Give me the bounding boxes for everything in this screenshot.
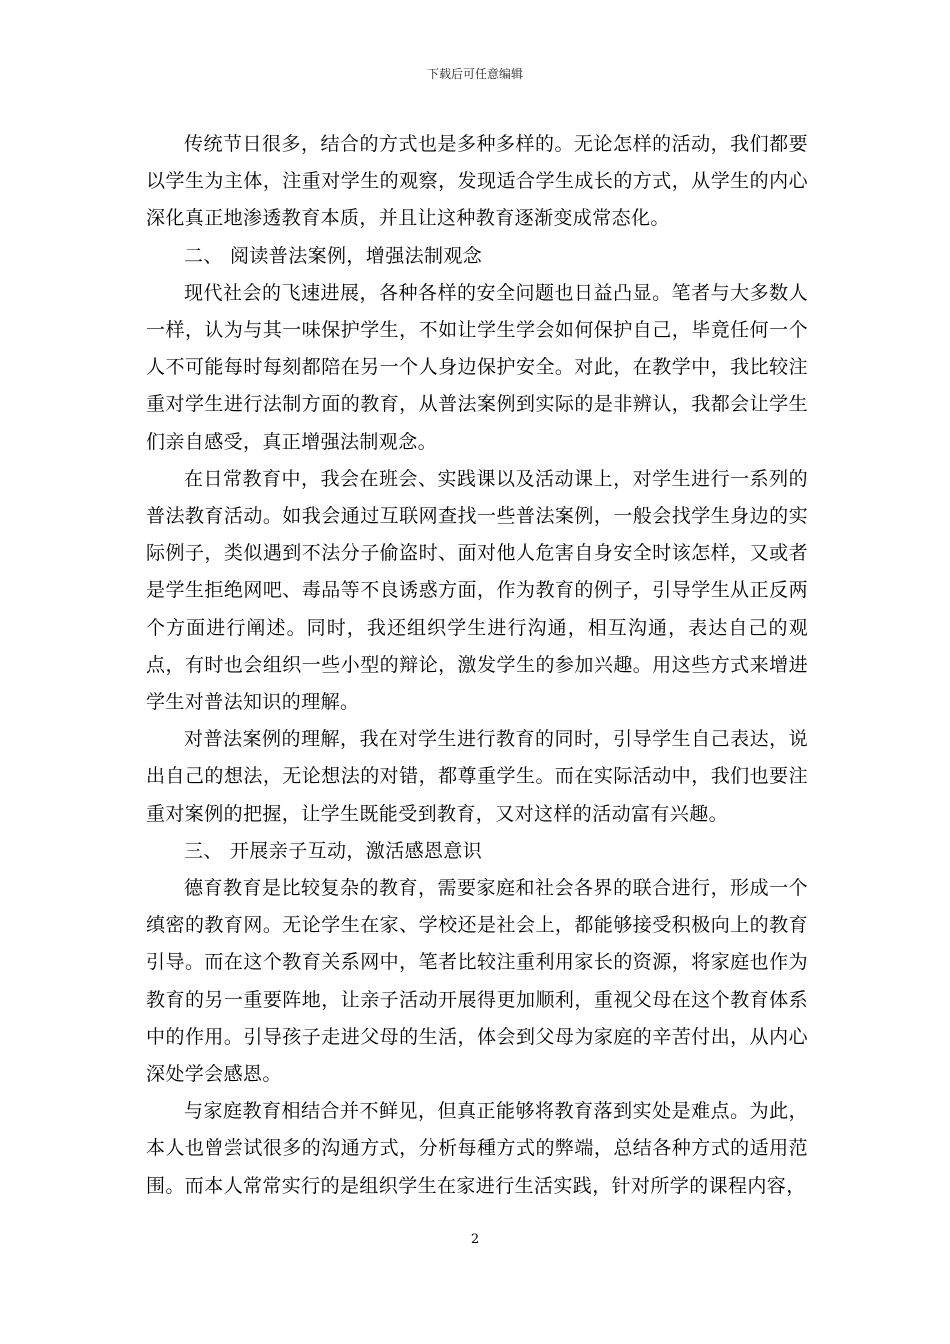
section-heading bbox=[146, 238, 808, 275]
document-body bbox=[146, 126, 808, 1205]
page-number: 2 bbox=[470, 1232, 480, 1247]
paragraph: 德育教育是比较复杂的教育，需要家庭和社会各界的联合进行，形成一个缜密的教育网。无论学生在家、学校还是社会上，都能够接受积极向上的教育引导。而在这个教育关系网中，笔者比较注重利用家长的资源，将家庭也作为教育的另一重要阵地，让亲子活动开展得更加顺利，重视父母在这个教育体系中的作用。引导孩子走进父母的生活，体会到父母为家庭的辛苦付出，从内心深处学会感恩。 bbox=[146, 877, 808, 1086]
section-title: 阅读普法案例，增强法制观念 bbox=[230, 244, 483, 267]
section-number: 二、 bbox=[184, 244, 223, 267]
section-heading bbox=[146, 833, 808, 870]
page-header: 下载后可任意编辑 bbox=[426, 67, 523, 81]
paragraph: 在日常教育中，我会在班会、实践课以及活动课上，对学生进行一系列的普法教育活动。如我会通过互联网查找一些普法案例，一般会找学生身边的实际例子，类似遇到不法分子偷盗时、面对他人危害自身安全时该怎样，又或者是学生拒绝网吧、毒品等不良诱惑方面，作为教育的例子，引导学生从正反两个方面进行阐述。同时，我还组织学生进行沟通，相互沟通，表达自己的观点，有时也会组织一些小型的辩论，激发学生的参加兴趣。用这些方式来增进学生对普法知识的理解。 bbox=[146, 467, 808, 714]
paragraph: 与家庭教育相结合并不鲜见，但真正能够将教育落到实处是难点。为此，本人也曾尝试很多的沟通方式，分析每種方式的弊端，总结各种方式的适用范围。而本人常常实行的是组织学生在家进行生活实践，针对所学的课程内容， bbox=[146, 1100, 808, 1197]
paragraph: 对普法案例的理解，我在对学生进行教育的同时，引导学生自己表达，说出自己的想法，无论想法的对错，都尊重学生。而在实际活动中，我们也要注重对案例的把握，让学生既能受到教育，又对这样的活动富有兴趣。 bbox=[146, 728, 808, 825]
paragraph: 传统节日很多，结合的方式也是多种多样的。无论怎样的活动，我们都要以学生为主体，注重对学生的观察，发现适合学生成长的方式，从学生的内心深化真正地渗透教育本质，并且让这种教育逐渐变成常态化。 bbox=[146, 133, 808, 230]
section-number: 三、 bbox=[184, 839, 223, 862]
paragraph: 现代社会的飞速进展，各种各样的安全问题也日益凸显。笔者与大多数人一样，认为与其一味保护学生，不如让学生学会如何保护自己，毕竟任何一个人不可能每时每刻都陪在另一个人身边保护安全。对此，在教学中，我比较注重对学生进行法制方面的教育，从普法案例到实际的是非辨认，我都会让学生们亲自感受，真正增强法制观念。 bbox=[146, 281, 808, 453]
section-title: 开展亲子互动，激活感恩意识 bbox=[230, 839, 483, 862]
